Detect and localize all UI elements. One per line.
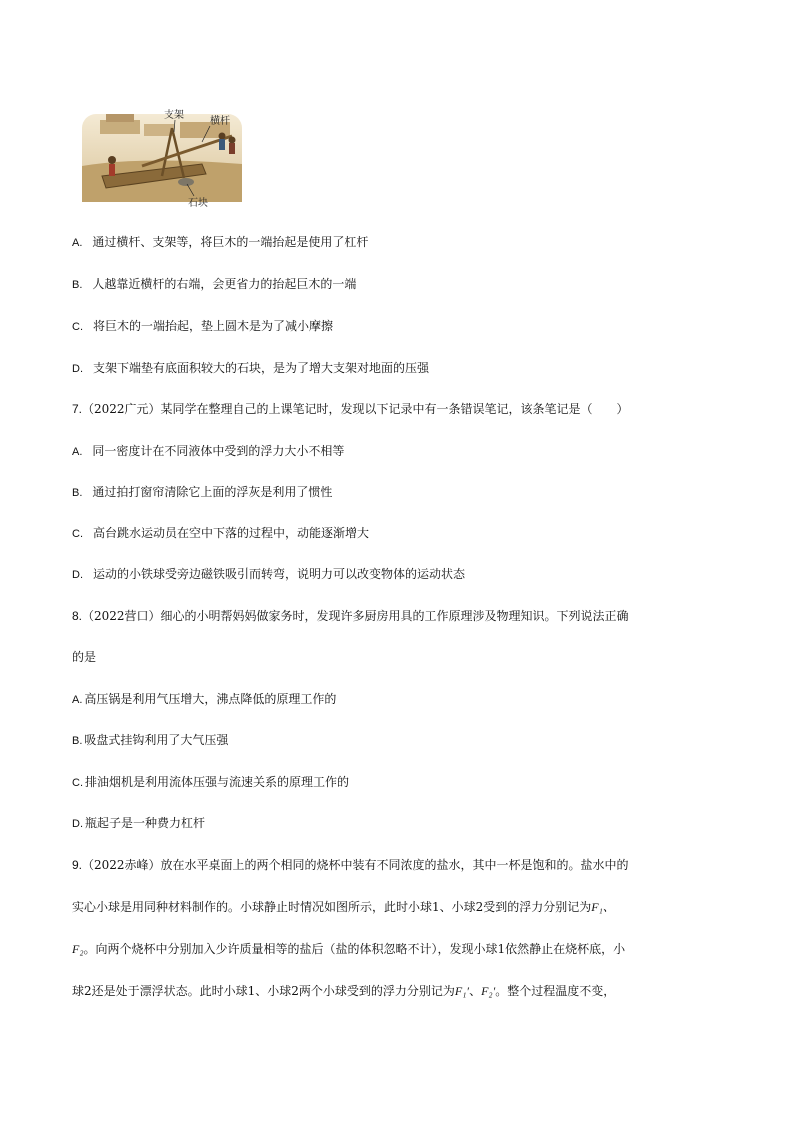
q8-option-c: C. 排油烟机是利用流体压强与流速关系的原理工作的 — [72, 775, 350, 789]
q7-option-d: D. 运动的小铁球受旁边磁铁吸引而转弯，说明力可以改变物体的运动状态 — [72, 567, 466, 581]
q6-option-c: C. 将巨木的一端抬起，垫上圆木是为了减小摩擦 — [72, 319, 334, 333]
q9-stem-line3: F₂。向两个烧杯中分别加入少许质量相等的盐后（盐的体积忽略不计），发现小球1依然静止在烧杯底，小 — [72, 942, 626, 956]
q6-option-a: A. 通过横杆、支架等，将巨木的一端抬起是使用了杠杆 — [72, 235, 369, 249]
q8-stem-line2: 的是 — [72, 650, 97, 664]
q8-option-a: A. 高压锅是利用气压增大，沸点降低的原理工作的 — [72, 692, 337, 706]
q8-stem-line1: 8.（2022营口）细心的小明帮妈妈做家务时，发现许多厨房用具的工作原理涉及物理知识。下列说法正确 — [72, 609, 629, 623]
symbol-f1: F₁、 — [591, 900, 615, 914]
q8-option-d: D. 瓶起子是一种费力杠杆 — [72, 816, 206, 830]
lever-scene-image — [82, 106, 267, 212]
q9-stem-line2: 实心小球是用同种材料制作的。小球静止时情况如图所示，此时小球1、小球2受到的浮力分别记为F₁、 — [72, 900, 615, 914]
q7-option-a: A. 同一密度计在不同液体中受到的浮力大小不相等 — [72, 444, 345, 458]
q9-stem-line1: 9.（2022赤峰）放在水平桌面上的两个相同的烧杯中装有不同浓度的盐水，其中一杯是饱和的。盐水中的 — [72, 858, 629, 872]
q7-option-b: B. 通过拍打窗帘清除它上面的浮灰是利用了惯性 — [72, 485, 333, 499]
q7-option-c: C. 高台跳水运动员在空中下落的过程中，动能逐渐增大 — [72, 526, 370, 540]
label-support: 支架 — [164, 110, 184, 121]
label-bar: 横杆 — [210, 116, 230, 127]
label-stone: 石块 — [188, 198, 208, 209]
q6-option-b: B. 人越靠近横杆的右端，会更省力的抬起巨木的一端 — [72, 277, 357, 291]
q8-option-b: B. 吸盘式挂钩利用了大气压强 — [72, 733, 229, 747]
q6-option-d: D. 支架下端垫有底面积较大的石块，是为了增大支架对地面的压强 — [72, 361, 430, 375]
symbol-f2: F₂ — [72, 942, 84, 956]
lever-illustration — [82, 106, 267, 212]
q9-stem-line4: 球2还是处于漂浮状态。此时小球1、小球2两个小球受到的浮力分别记为F₁′、F₂′。整个过程温度不变， — [72, 984, 616, 998]
symbol-f1-prime: F₁′ — [454, 984, 470, 998]
symbol-f2-prime: F₂′ — [481, 984, 496, 998]
q7-stem: 7.（2022广元）某同学在整理自己的上课笔记时，发现以下记录中有一条错误笔记，该条笔记是（ ） — [72, 402, 629, 416]
